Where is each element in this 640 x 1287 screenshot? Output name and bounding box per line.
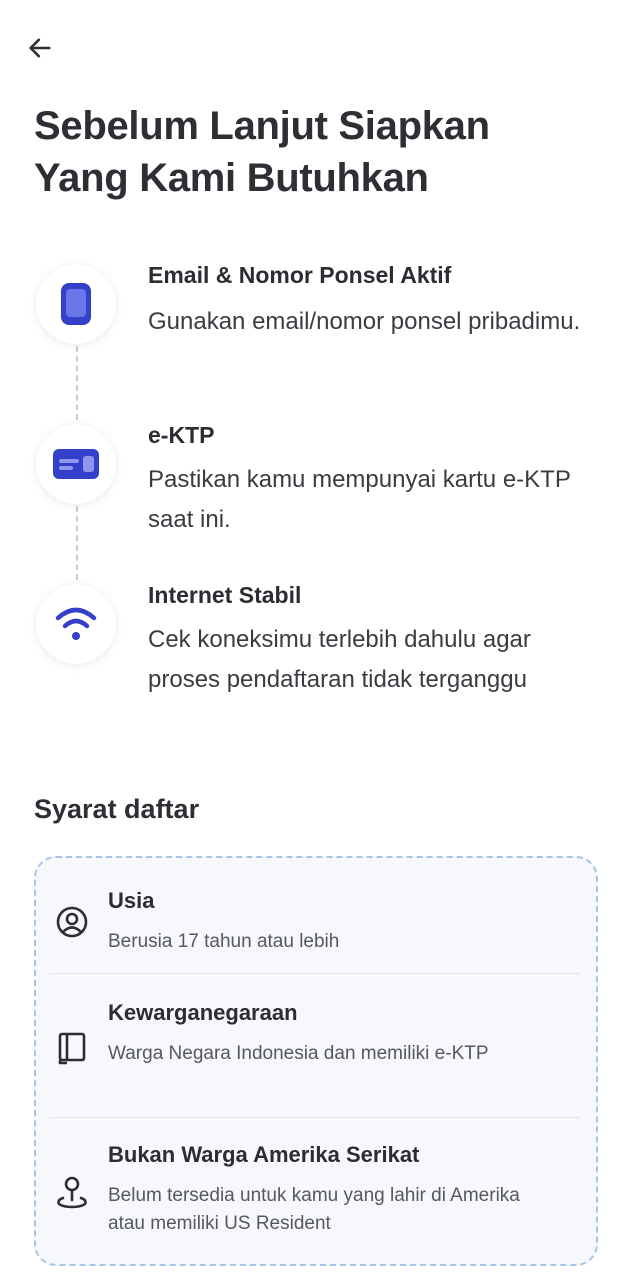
back-button[interactable] <box>22 30 58 66</box>
requirements-heading: Syarat daftar <box>34 794 200 824</box>
book-icon <box>54 1030 90 1066</box>
step-description: Gunakan email/nomor ponsel pribadimu. <box>148 308 581 335</box>
requirement-description: Warga Negara Indonesia dan memiliki e-KTP <box>108 1043 489 1064</box>
page-title: Sebelum Lanjut Siapkan Yang Kami Butuhkan <box>34 104 490 200</box>
id-card-icon-badge <box>36 424 116 504</box>
requirement-title: Bukan Warga Amerika Serikat <box>108 1142 420 1167</box>
step-description: Cek koneksimu terlebih dahulu agar proses pendaftaran tidak terganggu <box>148 626 531 693</box>
phone-icon-badge <box>36 264 116 344</box>
requirement-title: Kewarganegaraan <box>108 1000 298 1025</box>
requirements-card <box>34 856 598 1266</box>
requirement-description: Belum tersedia untuk kamu yang lahir di Amerika atau memiliki US Resident <box>108 1185 520 1234</box>
step-description: Pastikan kamu mempunyai kartu e-KTP saat ini. <box>148 466 571 533</box>
user-circle-icon <box>54 904 90 940</box>
requirement-title: Usia <box>108 888 155 913</box>
wifi-icon-badge <box>36 584 116 664</box>
location-pin-icon <box>54 1174 90 1210</box>
divider <box>50 1117 580 1118</box>
requirement-description: Berusia 17 tahun atau lebih <box>108 931 340 952</box>
id-card-icon <box>52 447 100 481</box>
step-title: Email & Nomor Ponsel Aktif <box>148 262 452 288</box>
wifi-icon <box>54 604 98 644</box>
step-connector <box>76 346 78 420</box>
phone-icon <box>58 281 94 327</box>
divider <box>50 973 580 974</box>
step-connector <box>76 506 78 580</box>
step-title: Internet Stabil <box>148 582 302 608</box>
step-title: e-KTP <box>148 422 215 448</box>
arrow-left-icon <box>26 34 54 62</box>
